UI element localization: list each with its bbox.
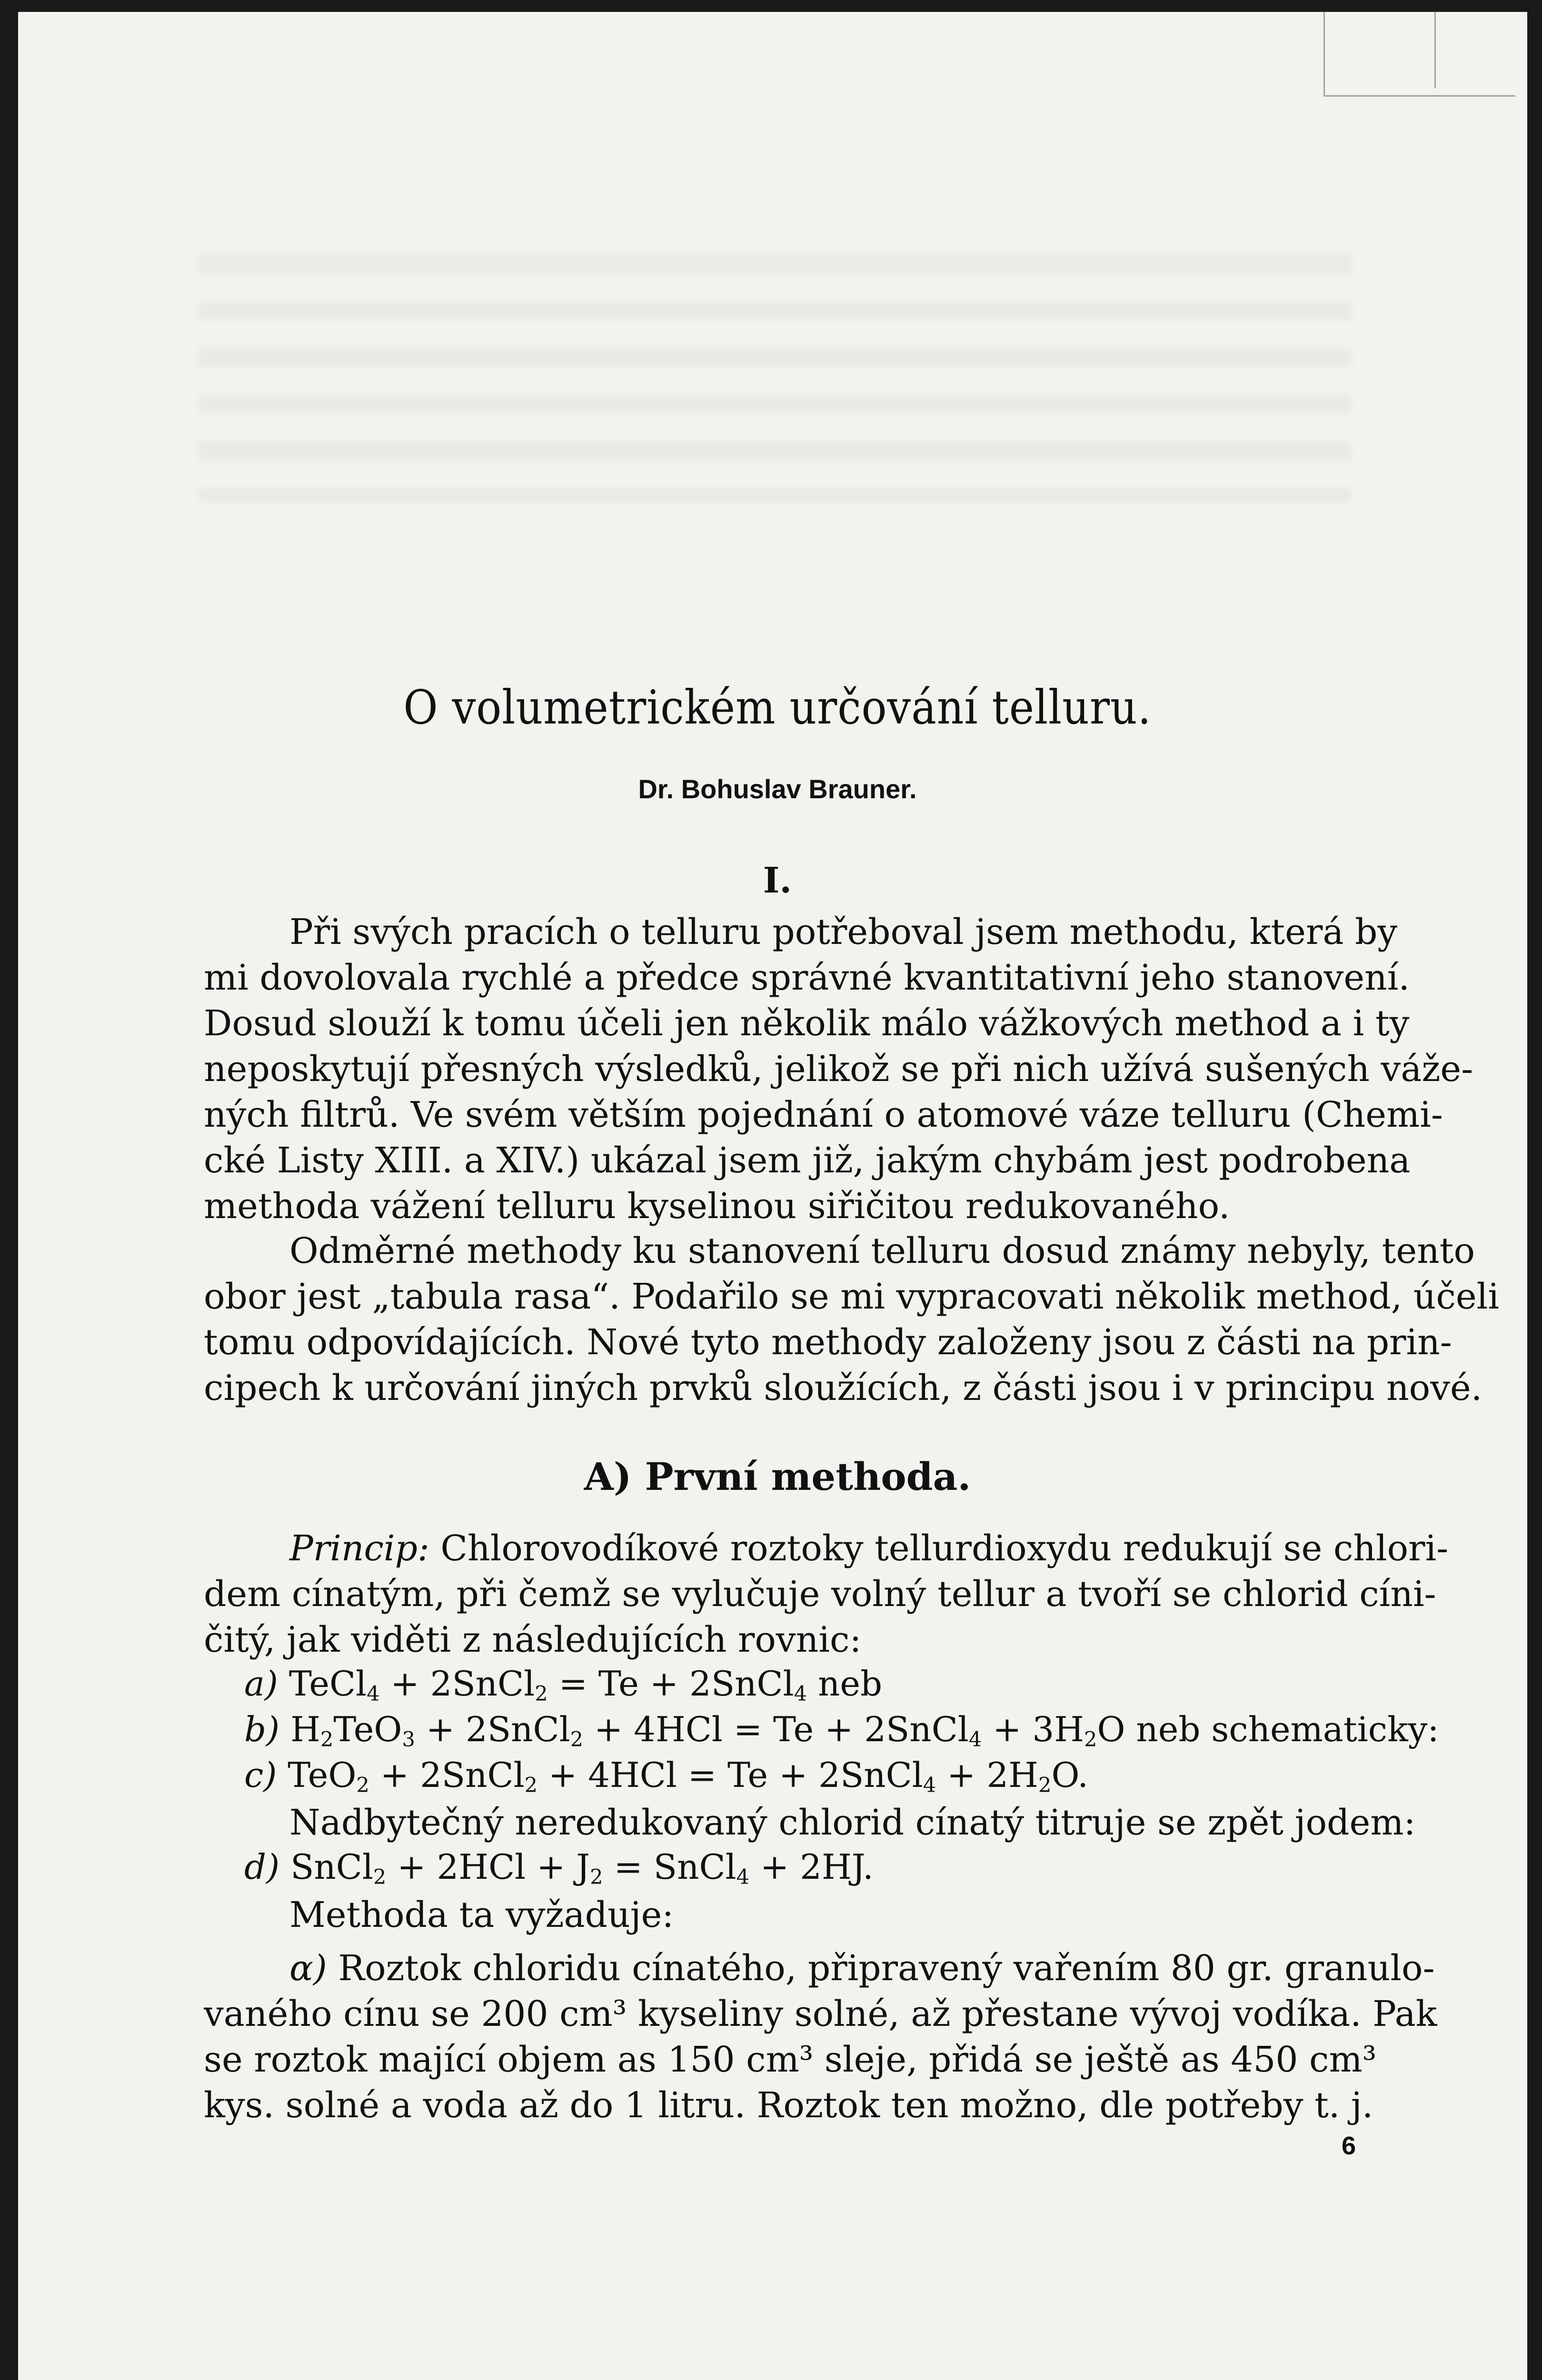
equation-d: d) SnCl$_2$ + $2HCl + J_2$ = SnCl$_4$ + 2HJ. [244, 1847, 874, 1889]
section-heading: A) První methoda. [584, 1454, 971, 1499]
scan-corner-mark [1323, 12, 1515, 97]
author: Dr. Bohuslav Brauner. [638, 774, 917, 804]
text-line: methoda vážení telluru kyselinou siřičitou redukovaného. [204, 1186, 1230, 1227]
alpha-text: Roztok chloridu cínatého, připravený vařením 80 gr. granulo- [327, 1948, 1435, 1989]
text-line: se roztok mající objem as 150 cm³ sleje, přidá se ještě as 450 cm³ [204, 2039, 1377, 2080]
text-line: obor jest „tabula rasa“. Podařilo se mi vypracovati několik method, účeli [204, 1276, 1500, 1317]
text-line: Methoda ta vyžaduje: [289, 1894, 674, 1935]
eq-label: b) [244, 1709, 280, 1749]
text-line: tomu odpovídajících. Nové tyto methody založeny jsou z části na prin- [204, 1322, 1452, 1363]
text-line: kys. solné a voda až do 1 litru. Roztok ten možno, dle potřeby t. j. [204, 2085, 1373, 2126]
second-paragraph [204, 1228, 1500, 1411]
document-page [18, 12, 1527, 2380]
eq-label: c) [244, 1755, 277, 1795]
text-line: Odměrné methody ku stanovení telluru dosud známy nebyly, tento [289, 1230, 1475, 1271]
eq-label: a) [244, 1664, 279, 1704]
principle-label: Princip: [289, 1528, 429, 1569]
text-line: vaného cínu se 200 cm³ kyseliny solné, až přestane vývoj vodíka. Pak [204, 1993, 1437, 2034]
equation-b: b) $H_2TeO_3$ + 2SnCl$_2$ + 4HCl = Te + 2SnCl$_4$ + $3H_2O$ neb schematicky: [244, 1709, 1439, 1752]
eq-label: d) [244, 1847, 280, 1887]
text-line [204, 1945, 1435, 1991]
eq-suffix: neb [818, 1664, 883, 1704]
text-line: Nadbytečný neredukovaný chlorid cínatý titruje se zpět jodem: [289, 1802, 1416, 1843]
part-number: I. [763, 860, 792, 901]
principle-paragraph [204, 1526, 1449, 1663]
bleed-through [199, 255, 1351, 502]
principle-text: Chlorovodíkové roztoky tellurdioxydu redukují se chlori- [429, 1528, 1449, 1569]
equation-a: a) TeCl$_4$ + 2SnCl$_2$ = Te + 2SnCl$_4$ neb [244, 1664, 883, 1706]
alpha-label: α) [289, 1948, 327, 1989]
intro-paragraph [204, 909, 1473, 1229]
text-line: neposkytují přesných výsledků, jelikož se při nich užívá sušených váže- [204, 1049, 1473, 1090]
text-line: mi dovolovala rychlé a předce správné kvantitativní jeho stanovení. [204, 957, 1410, 998]
text-line [204, 1526, 1449, 1571]
alpha-paragraph [204, 1945, 1437, 2128]
equation-c: c) TeO$_2$ + 2SnCl$_2$ + 4HCl = Te + 2SnCl$_4$ + $2H_2O$. [244, 1755, 1089, 1797]
requires-paragraph [204, 1892, 1342, 1938]
text-line: cipech k určování jiných prvků sloužících, z části jsou i v principu nové. [204, 1368, 1482, 1408]
text-line: čitý, jak viděti z následujících rovnic: [204, 1619, 862, 1660]
text-line: Dosud slouží k tomu účeli jen několik málo vážkových method a i ty [204, 1003, 1410, 1044]
text-line: cké Listy XIII. a XIV.) ukázal jsem již, jakým chybám jest podrobena [204, 1140, 1411, 1181]
eq-suffix: neb schematicky: [1136, 1709, 1439, 1749]
article-title: O volumetrickém určování telluru. [403, 681, 1152, 735]
text-line: Při svých pracích o telluru potřeboval jsem methodu, která by [289, 912, 1398, 952]
excess-paragraph [204, 1800, 1416, 1845]
page-number: 6 [1341, 2132, 1356, 2160]
text-line: ných filtrů. Ve svém větším pojednání o atomové váze telluru (Chemi- [204, 1094, 1443, 1135]
text-line: dem cínatým, při čemž se vylučuje volný tellur a tvoří se chlorid cíni- [204, 1574, 1436, 1615]
